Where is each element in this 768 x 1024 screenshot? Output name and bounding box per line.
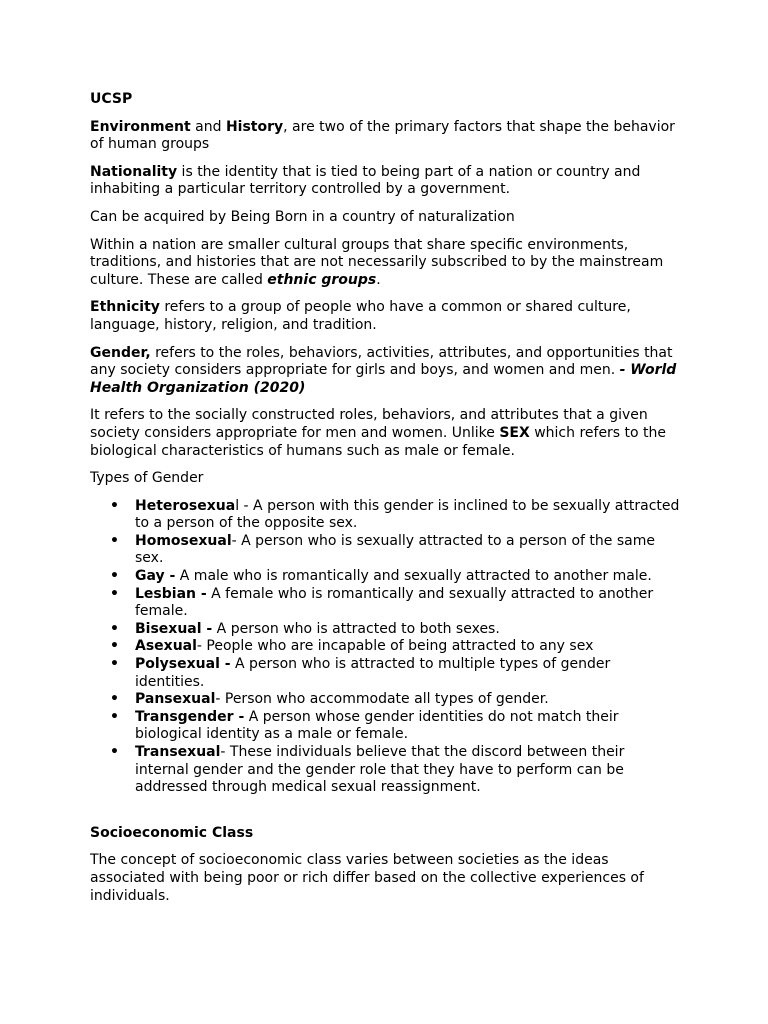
paragraph-socioeconomic: The concept of socioeconomic class varies between societies as the ideas associated with being poor or rich differ based on the collective experiences of individuals. [90, 852, 644, 904]
bullet-icon: • [110, 585, 119, 602]
bullet-icon: • [110, 568, 119, 585]
list-item: • Gay - A male who is romantically and sexually attracted to another male. [110, 568, 652, 585]
bullet-icon: • [110, 638, 119, 655]
bullet-icon: • [110, 691, 119, 708]
bullet-icon: • [110, 497, 119, 514]
paragraph-social-construct: It refers to the socially constructed roles, behaviors, and attributes that a given society considers appropriate for men and women. Unlike SEX which refers to the biological characteristics of humans such as male or female. [90, 407, 667, 459]
citation-who: - World Health Organization (2020) [90, 362, 677, 396]
paragraph-environment: Environment and History, are two of the primary factors that shape the behavior of human groups [90, 118, 675, 153]
bullet-icon: • [110, 620, 119, 637]
bullet-icon: • [110, 532, 119, 549]
term-gender: Gender, [90, 344, 151, 361]
document-title: UCSP [90, 91, 133, 107]
list-item: • Homosexual- A person who is sexually attracted to a person of the same sex. [110, 532, 655, 567]
term-ethnicity: Ethnicity [90, 299, 160, 316]
term-history: History [225, 118, 284, 135]
paragraph-ethnic-groups: Within a nation are smaller cultural groups that share specific environments, traditions, and histories that are not necessarily subscribed to by the mainstream culture. These are called ethnic groups. [90, 236, 664, 288]
bullet-icon: • [110, 708, 119, 725]
paragraph-gender: Gender, refers to the roles, behaviors, activities, attributes, and opportunities that any society considers appropriate for girls and boys, and women and men. - World Health Organization (2020) [90, 344, 677, 396]
term-ethnic-groups: ethnic groups [267, 271, 377, 288]
list-item: • Lesbian - A female who is romantically and sexually attracted to another female. [110, 585, 654, 620]
list-item: • Polysexual - A person who is attracted to multiple types of gender identities. [110, 656, 611, 690]
section-heading-socioeconomic: Socioeconomic Class [90, 824, 254, 841]
list-item: • Bisexual - A person who is attracted to both sexes. [110, 620, 500, 637]
document-body [90, 91, 680, 915]
bullet-icon: • [110, 744, 119, 760]
list-item: • Transgender - A person whose gender identities do not match their biological identity as a male or female. [110, 708, 619, 743]
list-item: • Asexual- People who are incapable of being attracted to any sex [110, 638, 594, 655]
list-item: • Pansexual- Person who accommodate all types of gender. [110, 691, 549, 708]
paragraph-acquired: Can be acquired by Being Born in a country of naturalization [90, 208, 515, 225]
paragraph-ethnicity: Ethnicity refers to a group of people who have a common or shared culture, language, history, religion, and tradition. [90, 299, 631, 333]
list-item: • Heterosexual - A person with this gender is inclined to be sexually attracted to a person of the opposite sex. [110, 497, 680, 532]
types-of-gender-label: Types of Gender [90, 470, 204, 487]
term-nationality: Nationality [90, 163, 178, 180]
paragraph-nationality: Nationality is the identity that is tied to being part of a nation or country and inhabiting a particular territory controlled by a government. [90, 163, 641, 198]
bullet-icon: • [110, 656, 119, 673]
gender-types-list [90, 498, 680, 797]
term-sex: SEX [499, 424, 530, 441]
term-environment: Environment [90, 118, 191, 135]
list-item: • Transexual- These individuals believe that the discord between their internal gender and the gender role that they have to perform can be addressed through medical sexual reassignment. [110, 744, 625, 796]
